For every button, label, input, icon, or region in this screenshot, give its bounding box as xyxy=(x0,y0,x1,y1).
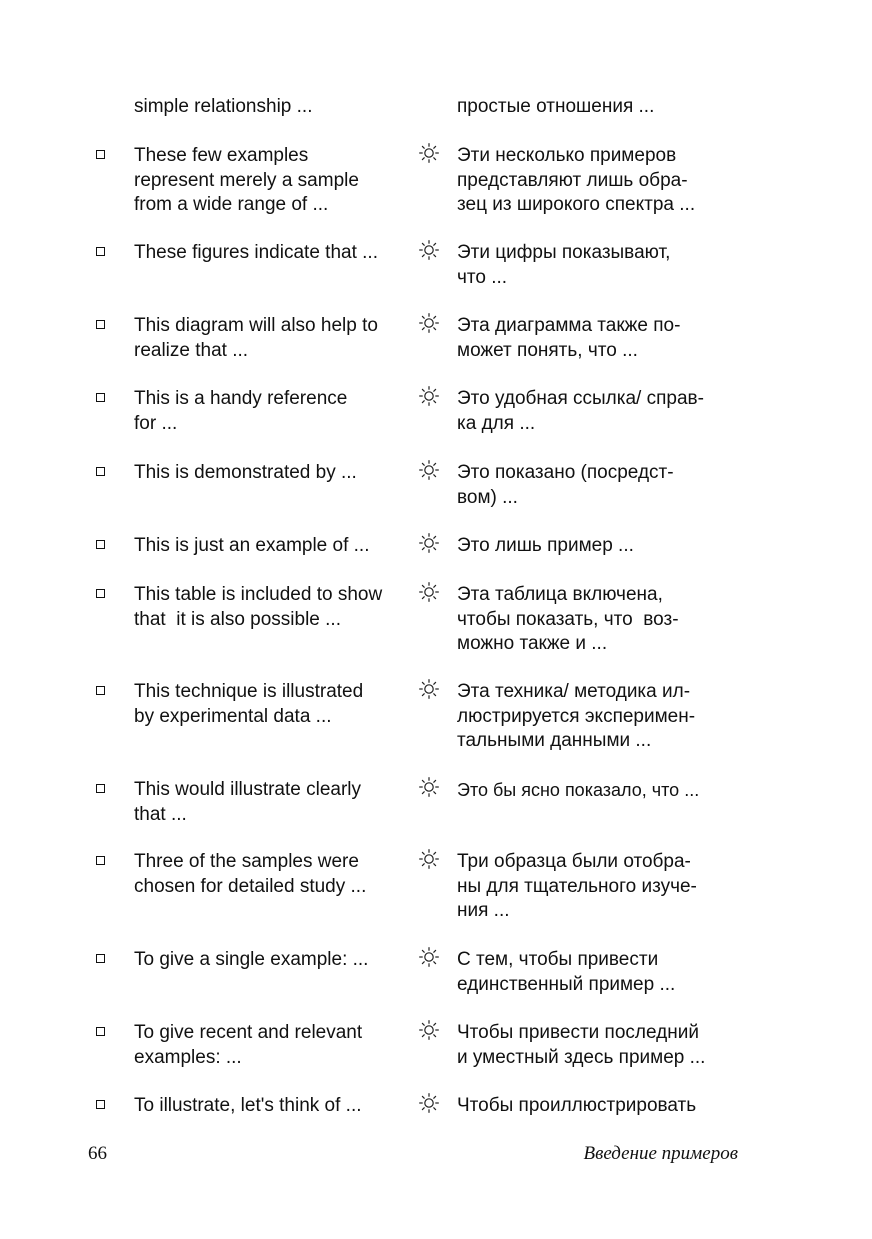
checkbox-bullet-icon xyxy=(96,150,105,159)
sun-icon xyxy=(417,580,441,604)
russian-phrase: Эта диаграмма также по- может понять, что ... xyxy=(457,315,681,361)
english-phrase: This table is included to show that it is also possible ... xyxy=(134,584,383,630)
russian-phrase: Чтобы проиллюстрировать xyxy=(457,1095,697,1116)
sun-icon xyxy=(417,847,441,871)
russian-phrase: Это лишь пример ... xyxy=(457,535,634,556)
russian-phrase: Это удобная ссылка/ справ- ка для ... xyxy=(457,388,704,434)
checkbox-bullet-icon xyxy=(96,320,105,329)
checkbox-bullet-icon xyxy=(96,1100,105,1109)
checkbox-bullet-icon xyxy=(96,540,105,549)
checkbox-bullet-icon xyxy=(96,954,105,963)
english-phrase: This is just an example of ... xyxy=(134,535,370,556)
english-phrase: To illustrate, let's think of ... xyxy=(134,1095,362,1116)
checkbox-bullet-icon xyxy=(96,686,105,695)
checkbox-bullet-icon xyxy=(96,589,105,598)
sun-icon xyxy=(417,531,441,555)
sun-icon xyxy=(417,141,441,165)
russian-phrase: С тем, чтобы привести единственный пример ... xyxy=(457,949,676,995)
english-phrase: These few examples represent merely a sample from a wide range of ... xyxy=(134,145,359,215)
russian-phrase: простые отношения ... xyxy=(457,96,655,117)
checkbox-bullet-icon xyxy=(96,247,105,256)
page-number: 66 xyxy=(88,1143,107,1164)
english-phrase: To give recent and relevant examples: ... xyxy=(134,1022,363,1068)
english-phrase: This is a handy reference for ... xyxy=(134,388,348,434)
sun-icon xyxy=(417,1018,441,1042)
checkbox-bullet-icon xyxy=(96,393,105,402)
english-phrase: This technique is illustrated by experimental data ... xyxy=(134,681,364,727)
sun-icon xyxy=(417,677,441,701)
english-phrase: This diagram will also help to realize that ... xyxy=(134,315,378,361)
english-phrase: These figures indicate that ... xyxy=(134,242,378,263)
sun-icon xyxy=(417,775,441,799)
russian-phrase: Чтобы привести последний и уместный здесь пример ... xyxy=(457,1022,706,1068)
russian-phrase: Эти цифры показывают, что ... xyxy=(457,242,671,288)
checkbox-bullet-icon xyxy=(96,467,105,476)
russian-phrase: Эта таблица включена, чтобы показать, что воз- можно также и ... xyxy=(457,584,679,654)
russian-phrase: Это показано (посредст- вом) ... xyxy=(457,462,674,508)
sun-icon xyxy=(417,311,441,335)
sun-icon xyxy=(417,238,441,262)
running-footer-title: Введение примеров xyxy=(583,1143,738,1164)
checkbox-bullet-icon xyxy=(96,856,105,865)
russian-phrase: Это бы ясно показало, что ... xyxy=(457,780,700,800)
english-phrase: This is demonstrated by ... xyxy=(134,462,357,483)
english-phrase: This would illustrate clearly that ... xyxy=(134,779,362,825)
sun-icon xyxy=(417,384,441,408)
russian-phrase: Эта техника/ методика ил- люстрируется эксперимен- тальными данными ... xyxy=(457,681,696,751)
english-phrase: To give a single example: ... xyxy=(134,949,369,970)
russian-phrase: Три образца были отобра- ны для тщательного изуче- ния ... xyxy=(457,851,697,921)
checkbox-bullet-icon xyxy=(96,1027,105,1036)
russian-phrase: Эти несколько примеров представляют лишь обра- зец из широкого спектра ... xyxy=(457,145,696,215)
sun-icon xyxy=(417,1091,441,1115)
sun-icon xyxy=(417,945,441,969)
english-phrase: Three of the samples were chosen for detailed study ... xyxy=(134,851,367,897)
english-phrase: simple relationship ... xyxy=(134,96,313,117)
checkbox-bullet-icon xyxy=(96,784,105,793)
sun-icon xyxy=(417,458,441,482)
